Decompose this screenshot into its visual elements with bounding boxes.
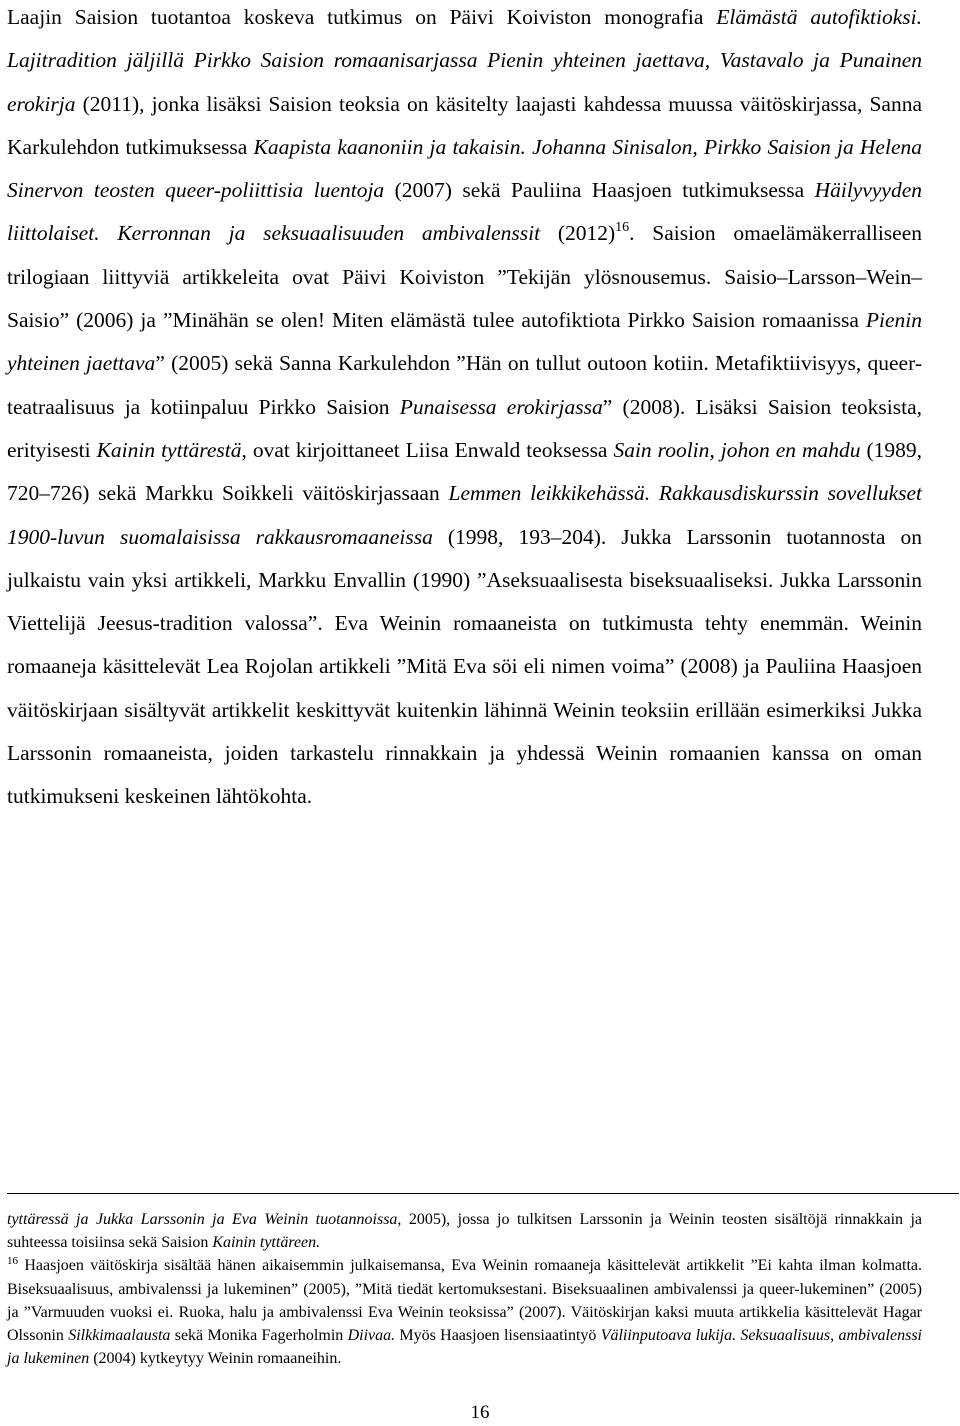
text-run: , 2005), jossa jo tulkitsen Larssonin ja Weinin teosten sisältöjä rinnakkain ja suhteessa toisiinsa sekä Saision (7, 1211, 923, 1252)
text-run: ” (2008). Lisäksi Saision teoksista, erityisesti (7, 394, 922, 462)
footnotes (7, 1208, 922, 1370)
italic-text: Silkkimaalausta (68, 1327, 171, 1345)
italic-text: Lemmen leikkikehässä. Rakkausdiskurssin sovellukset 1900-luvun suomalaisissa rakkausromaaneissa (7, 481, 922, 549)
italic-text: Väliinputoava lukija. Seksuaalisuus, ambivalenssi ja lukeminen (7, 1327, 922, 1368)
italic-text: Kaapista kaanoniin ja takaisin. Johanna Sinisalon, Pirkko Saision ja Helena Sinervon teosten queer-poliittisia luentoja (7, 134, 922, 203)
italic-text: Pienin yhteinen jaettava (7, 308, 922, 376)
italic-text: tyttäressä ja Jukka Larssonin ja Eva Weinin tuotannoissa (7, 1211, 398, 1228)
italic-text: Kainin tyttäreen. (212, 1234, 321, 1252)
text-run: sekä Monika Fagerholmin (170, 1327, 348, 1345)
text-run: Laajin Saision tuotantoa koskeva tutkimus on Päivi Koiviston monografia (7, 5, 717, 29)
text-run: (2007) sekä Pauliina Haasjoen tutkimuksessa (384, 178, 815, 203)
text-run: . Saision omaelämäkerralliseen trilogiaan liittyviä artikkeleita ovat Päivi Koiviston ”Tekijän ylösnousemus. Saisio–Larsson–Wein–Saisio” (2006) ja ”Minähän se olen! Miten elämästä tulee autofiktiota Pirkko Saision romaanissa (7, 221, 923, 333)
italic-text: Kainin tyttärestä (96, 437, 242, 462)
text-run: (1998, 193–204). Jukka Larssonin tuotannosta on julkaistu vain yksi artikkeli, Markku Envallin (1990) ”Aseksuaalisesta biseksuaaliseksi. Jukka Larssonin Viettelijä Jeesus-tradition valossa”. Eva Weinin romaaneista on tutkimusta tehty enemmän. Weinin romaaneja käsittelevät Lea Rojolan artikkeli ”Mitä Eva söi eli nimen voima” (2008) ja Pauliina Haasjoen väitöskirjaan sisältyvät artikkelit keskittyvät kuitenkin lähinnä Weinin teoksiin erillään esimerkiksi Jukka Larssonin romaaneista, joiden tarkastelu rinnakkain ja yhdessä Weinin romaanien kanssa on oman tutkimukseni keskeinen lähtökohta. (7, 524, 922, 809)
text-run: ” (2005) sekä Sanna Karkulehdon ”Hän on tullut outoon kotiin. Metafiktiivisyys, queer-teatraalisuus ja kotiinpaluu Pirkko Saision (7, 351, 922, 419)
text-run: Haasjoen väitöskirja sisältää hänen aikaisemmin julkaisemansa, Eva Weinin romaaneja käsittelevät artikkelit ”Ei kahta ilman kolmatta. Biseksuaalisuus, ambivalenssi ja lukeminen” (2005), ”Mitä tiedät kertomuksestani. Biseksuaalinen ambivalenssi ja queer-lukeminen” (2005) ja ”Varmuuden vuoksi ei. Ruoka, halu ja ambivalenssi Eva Weinin teoksissa” (2007). Väitöskirjan kaksi muuta artikkelia käsittelevät Hagar Olssonin (7, 1257, 922, 1345)
italic-text: Punaisessa erokirjassa (399, 394, 603, 419)
italic-text: Elämästä autofiktioksi. Lajitradition jäljillä Pirkko Saision romaanisarjassa Pienin yhteinen jaettava, Vastavalo ja Punainen erokirja (7, 5, 922, 116)
body-paragraph (7, 0, 922, 819)
italic-text: Diivaa. (347, 1327, 396, 1345)
footnote-marker: 16 (615, 220, 630, 236)
text-run: (2011), jonka lisäksi Saision teoksia on käsitelty laajasti kahdessa muussa väitöskirjassa, Sanna Karkulehdon tutkimuksessa (7, 91, 922, 159)
text-run: (2004) kytkeytyy Weinin romaaneihin. (89, 1350, 342, 1368)
italic-text: Häilyvyyden liittolaiset. Kerronnan ja seksuaalisuuden ambivalenssit (7, 178, 922, 246)
italic-text: Sain roolin, johon en mahdu (613, 437, 861, 462)
footnote-continuation (7, 1208, 922, 1254)
footnote-marker: 16 (7, 1255, 18, 1268)
page-number: 16 (470, 1402, 490, 1423)
text-run: , ovat kirjoittaneet Liisa Enwald teoksessa (241, 437, 614, 462)
footnote-16 (7, 1254, 922, 1370)
text-run: Myös Haasjoen lisensiaatintyö (395, 1327, 601, 1345)
footnote-separator (7, 1193, 959, 1194)
text-run: (2012) (540, 221, 616, 246)
text-run: (1989, 720–726) sekä Markku Soikkeli väitöskirjassaan (7, 437, 922, 506)
